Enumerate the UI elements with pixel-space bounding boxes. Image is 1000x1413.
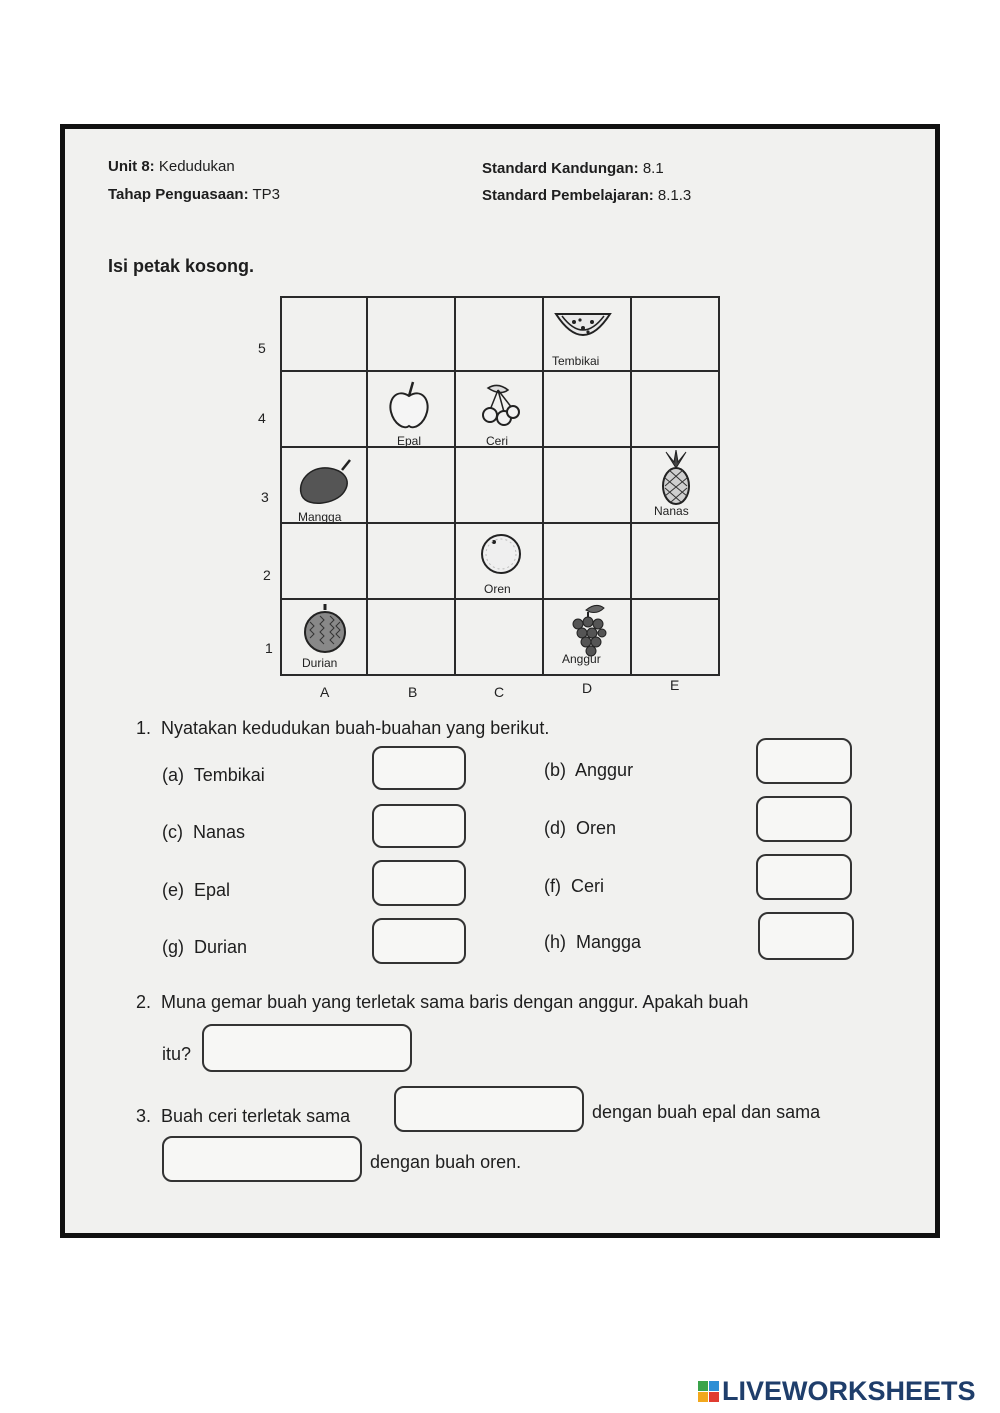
q1-item-d: (d) Oren	[544, 818, 617, 838]
durian-icon	[300, 604, 350, 654]
col-label-a: A	[320, 684, 330, 700]
standard-kandungan-line: Standard Kandungan: 8.1	[482, 160, 664, 177]
question-1: 1. Nyatakan kedudukan buah-buahan yang berikut.	[136, 718, 550, 738]
orange-icon	[478, 530, 524, 576]
fruit-label-ceri: Ceri	[486, 434, 509, 448]
row-label-1: 1	[265, 640, 273, 656]
instruction-heading: Isi petak kosong.	[108, 256, 255, 276]
col-label-d: D	[582, 680, 593, 696]
answer-box-q3-column[interactable]	[162, 1136, 362, 1182]
row-label-2: 2	[263, 567, 271, 583]
answer-box-durian[interactable]	[372, 918, 466, 964]
answer-box-tembikai[interactable]	[372, 746, 466, 790]
grapes-icon	[568, 602, 612, 658]
fruit-label-tembikai: Tembikai	[552, 354, 600, 368]
standard-pembelajaran-line: Standard Pembelajaran: 8.1.3	[482, 187, 692, 204]
question-3-part3: dengan buah oren.	[370, 1152, 522, 1172]
fruit-label-oren: Oren	[484, 582, 511, 596]
answer-box-ceri[interactable]	[756, 854, 852, 900]
question-2-line2: itu?	[162, 1044, 192, 1064]
question-3-part1: 3. Buah ceri terletak sama	[136, 1106, 351, 1126]
q1-item-a: (a) Tembikai	[162, 765, 265, 785]
question-3-part2: dengan buah epal dan sama	[592, 1102, 821, 1122]
liveworksheets-brand[interactable]: LIVEWORKSHEETS	[722, 1376, 976, 1406]
q1-item-f: (f) Ceri	[544, 876, 605, 896]
fruit-label-durian: Durian	[302, 656, 338, 670]
col-label-b: B	[408, 684, 418, 700]
fruit-label-nanas: Nanas	[654, 504, 689, 518]
answer-box-q3-row[interactable]	[394, 1086, 584, 1132]
q1-item-g: (g) Durian	[162, 937, 248, 957]
answer-box-oren[interactable]	[756, 796, 852, 842]
answer-box-anggur[interactable]	[756, 738, 852, 784]
fruit-label-epal: Epal	[397, 434, 422, 448]
col-label-c: C	[494, 684, 505, 700]
pineapple-icon	[656, 450, 696, 506]
fruit-label-anggur: Anggur	[562, 652, 601, 666]
col-label-e: E	[670, 677, 680, 693]
q1-item-b: (b) Anggur	[544, 760, 634, 780]
answer-box-nanas[interactable]	[372, 804, 466, 848]
watermelon-icon	[552, 304, 614, 348]
mango-icon	[296, 456, 356, 508]
q1-item-e: (e) Epal	[162, 880, 231, 900]
unit-line: Unit 8: Kedudukan	[108, 158, 235, 175]
row-label-3: 3	[261, 489, 269, 505]
apple-icon	[386, 380, 432, 432]
cherry-icon	[478, 382, 524, 430]
q1-item-h: (h) Mangga	[544, 932, 642, 952]
q1-item-c: (c) Nanas	[162, 822, 246, 842]
liveworksheets-logo-icon	[698, 1381, 720, 1403]
row-label-4: 4	[258, 410, 266, 426]
question-2-line1: 2. Muna gemar buah yang terletak sama baris dengan anggur. Apakah buah	[136, 992, 749, 1012]
worksheet-frame	[60, 124, 940, 1238]
row-label-5: 5	[258, 340, 266, 356]
answer-box-epal[interactable]	[372, 860, 466, 906]
answer-box-q2[interactable]	[202, 1024, 412, 1072]
fruit-label-mangga: Mangga	[298, 510, 342, 524]
tahap-line: Tahap Penguasaan: TP3	[108, 186, 281, 203]
answer-box-mangga[interactable]	[758, 912, 854, 960]
position-grid	[280, 296, 720, 676]
